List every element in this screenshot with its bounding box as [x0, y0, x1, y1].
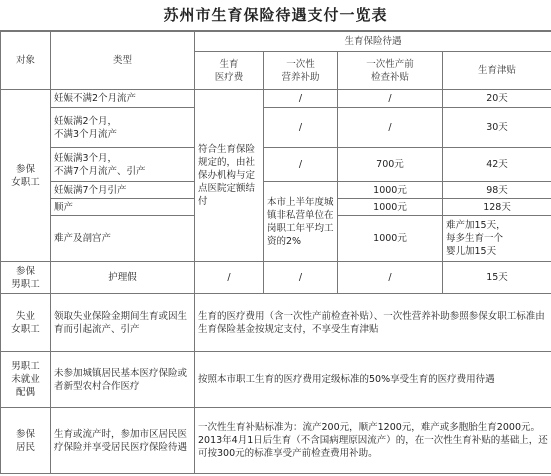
female-row-nutrition: /	[264, 108, 338, 148]
female-row-prenatal: 1000元	[338, 216, 443, 262]
spouse-label: 男职工 未就业 配偶	[1, 352, 51, 408]
unemployed-type: 领取失业保险金期间生育或因生育而引起流产、引产	[51, 294, 195, 352]
female-row-allowance: 128天	[443, 199, 551, 216]
residents-label: 参保 居民	[1, 408, 51, 474]
spouse-benefit: 按照本市职工生育的医疗费用定级标准的50%享受生育的医疗费用待遇	[195, 352, 551, 408]
female-row-allowance: 42天	[443, 148, 551, 182]
female-row-type: 妊娠不满2个月流产	[51, 90, 195, 108]
header-nutrition: 一次性 营养补助	[264, 52, 338, 90]
male-medical: /	[195, 262, 264, 294]
female-row-allowance: 20天	[443, 90, 551, 108]
female-row-allowance: 难产加15天， 每多生育一个 婴儿加15天	[443, 216, 551, 262]
female-medical-note: 符合生育保险规定的，由社保办机构与定点医院定额结付	[195, 90, 264, 262]
male-nutrition: /	[264, 262, 338, 294]
female-row-nutrition: /	[264, 90, 338, 108]
female-row-prenatal: /	[338, 90, 443, 108]
unemployed-benefit: 生育的医疗费用（含一次性产前检查补贴）、一次性营养补助参照参保女职工标准由生育保险基金按规定支付，不享受生育津贴	[195, 294, 551, 352]
female-row-prenatal: 1000元	[338, 199, 443, 216]
female-row-prenatal: 700元	[338, 148, 443, 182]
female-row-allowance: 98天	[443, 182, 551, 199]
female-nutrition-note: 本市上半年度城镇非私营单位在岗职工年平均工资的2%	[264, 182, 338, 262]
residents-type: 生育或流产时，参加市区居民医疗保险并享受居民医疗保险待遇	[51, 408, 195, 474]
header-allowance: 生育津贴	[443, 52, 551, 90]
header-benefits: 生育保险待遇	[195, 32, 551, 52]
residents-benefit: 一次性生育补贴标准为：流产200元，顺产1200元，难产或多胞胎生育2000元。2013年4月1日后生育（不含国病理原因流产）的，在一次性生育补贴的基础上，还可按300元的标准享受产前检查费用补助。	[195, 408, 551, 474]
header-medical: 生育 医疗费	[195, 52, 264, 90]
male-prenatal: /	[338, 262, 443, 294]
female-row-type: 妊娠满7个月引产	[51, 182, 195, 199]
female-workers-label: 参保 女职工	[1, 90, 51, 262]
header-target: 对象	[1, 32, 51, 90]
female-row-type: 妊娠满3个月， 不满7个月流产、引产	[51, 148, 195, 182]
male-allowance: 15天	[443, 262, 551, 294]
female-row-type: 难产及剖宫产	[51, 216, 195, 262]
page-title: 苏州市生育保险待遇支付一览表	[0, 0, 551, 31]
benefits-table	[0, 31, 551, 474]
female-row-type: 妊娠满2个月， 不满3个月流产	[51, 108, 195, 148]
header-type: 类型	[51, 32, 195, 90]
female-row-prenatal: /	[338, 108, 443, 148]
female-row-type: 顺产	[51, 199, 195, 216]
male-workers-label: 参保 男职工	[1, 262, 51, 294]
female-row-prenatal: 1000元	[338, 182, 443, 199]
header-prenatal: 一次性产前 检查补贴	[338, 52, 443, 90]
unemployed-label: 失业 女职工	[1, 294, 51, 352]
female-row-allowance: 30天	[443, 108, 551, 148]
male-type: 护理假	[51, 262, 195, 294]
spouse-type: 未参加城镇居民基本医疗保险或者新型农村合作医疗	[51, 352, 195, 408]
female-row-nutrition: /	[264, 148, 338, 182]
